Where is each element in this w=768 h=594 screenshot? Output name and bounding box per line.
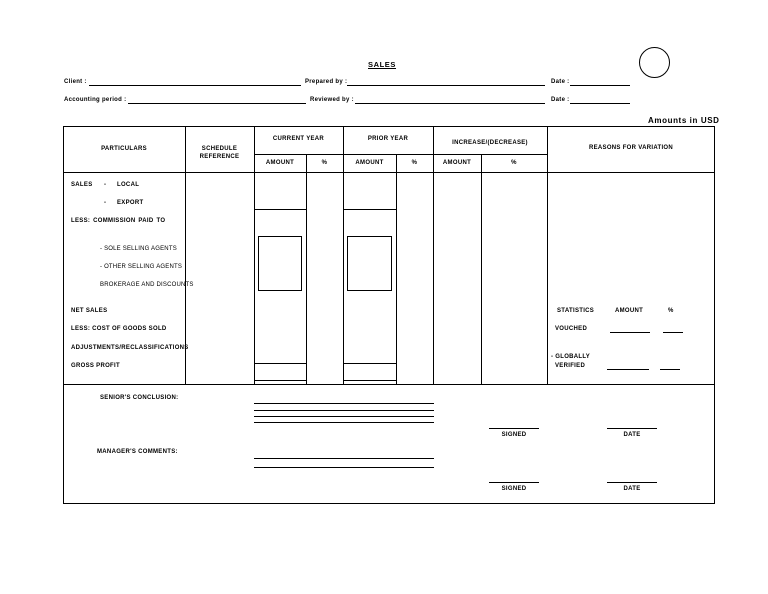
py-percent-header: % — [411, 160, 418, 166]
stamp-circle — [639, 47, 670, 78]
statistics-label: STATISTICS — [557, 308, 595, 314]
cy-gross-line-1 — [254, 363, 306, 364]
prepared-by-field[interactable] — [347, 85, 545, 86]
accounting-period-field[interactable] — [128, 103, 306, 104]
col-reasons: REASONS FOR VARIATION — [588, 145, 674, 151]
page-title: SALES — [368, 60, 397, 69]
date-line-footer-1[interactable] — [607, 428, 657, 429]
col-line-3 — [306, 154, 307, 384]
signed-line-1[interactable] — [489, 428, 539, 429]
cy-amount-header: AMOUNT — [265, 160, 295, 166]
senior-conclusion-line-3[interactable] — [254, 416, 434, 417]
cy-gross-line-2 — [254, 380, 306, 381]
py-amount-header: AMOUNT — [355, 160, 384, 166]
body-bottom-divider — [63, 384, 715, 385]
header-row-divider — [63, 172, 715, 173]
inc-percent-header: % — [511, 160, 517, 166]
vouched-amount-field[interactable] — [610, 332, 650, 333]
col-line-5 — [396, 154, 397, 384]
row-local: LOCAL — [117, 182, 140, 188]
signed-label-2: SIGNED — [501, 486, 527, 492]
row-sales: SALES — [71, 182, 93, 188]
row-dash-1: - — [104, 182, 107, 188]
col-particulars: PARTICULARS — [101, 146, 147, 152]
globally-label-2: VERIFIED — [555, 363, 586, 369]
vouched-percent-field[interactable] — [663, 332, 683, 333]
globally-label-1: - GLOBALLY — [551, 354, 591, 360]
date-line-footer-2[interactable] — [607, 482, 657, 483]
py-commission-box[interactable] — [347, 236, 392, 291]
prepared-by-label: Prepared by : — [305, 79, 348, 85]
row-less-commission: LESS: COMMISSION PAID TO — [71, 218, 166, 224]
col-line-8 — [547, 126, 548, 384]
signed-line-2[interactable] — [489, 482, 539, 483]
col-schedule-2: REFERENCE — [199, 154, 240, 160]
col-schedule-1: SCHEDULE — [201, 146, 238, 152]
row-adjustments: ADJUSTMENTS/RECLASSIFICATIONS — [71, 345, 189, 351]
inc-amount-header: AMOUNT — [442, 160, 472, 166]
col-increase: INCREASE/(DECREASE) — [452, 140, 528, 146]
reviewed-by-label: Reviewed by : — [310, 97, 354, 103]
py-gross-line-1 — [343, 363, 396, 364]
date-label-1: Date : — [551, 79, 570, 85]
row-sole-agents: - SOLE SELLING AGENTS — [100, 246, 177, 252]
row-less-cogs: LESS: COST OF GOODS SOLD — [71, 326, 167, 332]
row-dash-2: - — [104, 200, 107, 206]
cy-subtotal-line — [254, 209, 306, 210]
client-field[interactable] — [89, 85, 301, 86]
senior-conclusion-line-4[interactable] — [254, 422, 434, 423]
manager-comments-label: MANAGER'S COMMENTS: — [97, 449, 178, 455]
statistics-percent-label: % — [668, 308, 674, 314]
reviewed-by-field[interactable] — [355, 103, 545, 104]
amounts-note: Amounts in USD — [648, 116, 720, 125]
col-prior-year: PRIOR YEAR — [367, 136, 409, 142]
vouched-label: VOUCHED — [555, 326, 588, 332]
col-line-7 — [481, 154, 482, 384]
date-label-footer-2: DATE — [623, 486, 641, 492]
row-brokerage: BROKERAGE AND DISCOUNTS — [100, 282, 194, 288]
date-label-2: Date : — [551, 97, 570, 103]
py-gross-line-2 — [343, 380, 396, 381]
row-other-agents: - OTHER SELLING AGENTS — [100, 264, 183, 270]
signed-label-1: SIGNED — [501, 432, 527, 438]
subheader-divider — [254, 154, 547, 155]
row-net-sales: NET SALES — [71, 308, 108, 314]
manager-comments-line-2[interactable] — [254, 467, 434, 468]
statistics-amount-label: AMOUNT — [615, 308, 644, 314]
client-label: Client : — [64, 79, 87, 85]
cy-percent-header: % — [321, 160, 328, 166]
sales-table — [63, 126, 715, 504]
manager-comments-line-1[interactable] — [254, 458, 434, 459]
cy-commission-box[interactable] — [258, 236, 302, 291]
row-export: EXPORT — [117, 200, 144, 206]
row-gross-profit: GROSS PROFIT — [71, 363, 120, 369]
date-field-1[interactable] — [570, 85, 630, 86]
senior-conclusion-line-1[interactable] — [254, 403, 434, 404]
verified-amount-field[interactable] — [607, 369, 649, 370]
col-current-year: CURRENT YEAR — [272, 136, 325, 142]
date-field-2[interactable] — [570, 103, 630, 104]
verified-percent-field[interactable] — [660, 369, 680, 370]
accounting-period-label: Accounting period : — [64, 97, 127, 103]
py-subtotal-line — [343, 209, 396, 210]
senior-conclusion-label: SENIOR'S CONCLUSION: — [100, 395, 179, 401]
date-label-footer-1: DATE — [623, 432, 641, 438]
senior-conclusion-line-2[interactable] — [254, 410, 434, 411]
